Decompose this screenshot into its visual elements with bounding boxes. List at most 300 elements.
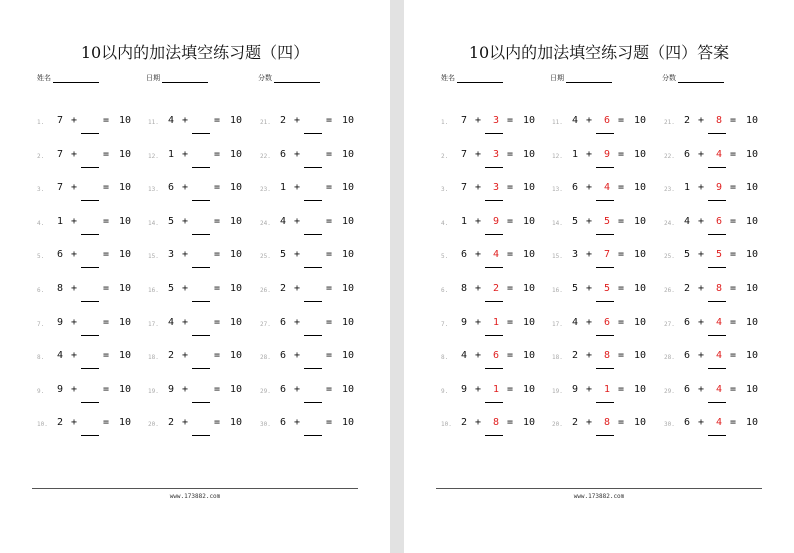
sum-total: 10 [523,182,536,194]
equals-sign: = [214,417,221,429]
equals-sign: = [618,249,625,261]
answer-item [441,216,541,240]
addend: 3 [168,249,175,261]
problem-item [37,317,137,341]
answer-item [664,384,764,408]
plus-sign: + [698,249,705,261]
problem-item [148,182,248,206]
addend: 2 [168,417,175,429]
addend: 7 [57,115,64,126]
addend: 4 [168,115,175,126]
plus-sign: + [182,350,189,362]
plus-sign: + [71,249,78,261]
sum-total: 10 [342,148,355,160]
plus-sign: + [294,383,301,395]
answer-value: 4 [716,148,723,160]
plus-sign: + [71,115,78,126]
sum-total: 10 [342,115,355,126]
answer-blank [596,267,614,268]
answer-blank[interactable] [81,301,99,302]
equals-sign: = [103,148,110,160]
plus-sign: + [698,383,705,395]
plus-sign: + [586,182,593,194]
addend: 6 [684,316,691,328]
answer-blank[interactable] [192,167,210,168]
addend: 4 [572,316,579,328]
sum-total: 10 [746,115,759,126]
answer-blank[interactable] [81,335,99,336]
addend: 2 [572,417,579,429]
answer-blank[interactable] [304,301,322,302]
equals-sign: = [326,249,333,261]
answer-item [552,115,652,139]
answer-blank[interactable] [81,368,99,369]
answer-item [552,350,652,374]
answer-blank[interactable] [304,200,322,201]
answer-item [441,317,541,341]
problem-number: 4. [37,219,45,227]
problem-item [260,249,360,273]
addend: 5 [572,283,579,294]
sum-total: 10 [746,417,759,429]
problem-item [260,384,360,408]
problem-number: 4. [441,219,449,227]
answer-blank[interactable] [81,200,99,201]
answer-item [441,417,541,441]
addend: 2 [280,283,287,294]
problem-number: 29. [664,387,675,395]
sum-total: 10 [342,215,355,227]
problem-item [148,350,248,374]
problem-number: 7. [441,320,449,328]
date-line[interactable] [162,73,208,83]
problem-number: 6. [441,287,449,294]
answer-value: 2 [493,283,500,294]
name-line[interactable] [53,73,99,83]
answer-blank[interactable] [304,435,322,436]
addend: 2 [461,417,468,429]
answer-blank[interactable] [192,301,210,302]
addend: 8 [461,283,468,294]
answer-value: 8 [604,417,611,429]
answer-blank[interactable] [192,267,210,268]
problem-item [148,317,248,341]
answer-blank [485,200,503,201]
answer-blank[interactable] [81,267,99,268]
equals-sign: = [103,316,110,328]
problem-number: 5. [441,253,449,261]
problem-item [37,249,137,273]
plus-sign: + [294,115,301,126]
equals-sign: = [326,350,333,362]
addend: 5 [168,283,175,294]
sum-total: 10 [230,249,243,261]
equals-sign: = [730,383,737,395]
answer-blank [596,200,614,201]
problem-number: 12. [552,152,563,160]
answer-item [664,115,764,139]
sum-total: 10 [230,350,243,362]
equals-sign: = [618,115,625,126]
addend: 4 [168,316,175,328]
equals-sign: = [730,350,737,362]
sum-total: 10 [342,350,355,362]
answer-blank[interactable] [192,200,210,201]
answer-blank[interactable] [304,133,322,134]
sum-total: 10 [523,383,536,395]
problem-item [148,417,248,441]
answer-blank [485,435,503,436]
answer-blank [708,368,726,369]
answer-value: 3 [493,182,500,194]
problem-number: 23. [260,186,271,194]
answer-blank[interactable] [192,368,210,369]
answer-page [404,0,794,553]
plus-sign: + [182,283,189,294]
addend: 7 [461,115,468,126]
plus-sign: + [475,215,482,227]
plus-sign: + [698,417,705,429]
sum-total: 10 [523,249,536,261]
addend: 1 [168,148,175,160]
answer-value: 4 [493,249,500,261]
problem-item [37,182,137,206]
date-field [146,73,208,83]
equals-sign: = [214,215,221,227]
answer-blank [708,402,726,403]
plus-sign: + [586,283,593,294]
addend: 2 [572,350,579,362]
problem-number: 14. [552,219,563,227]
equals-sign: = [730,148,737,160]
sum-total: 10 [230,383,243,395]
sum-total: 10 [746,316,759,328]
equals-sign: = [326,316,333,328]
answer-blank [708,267,726,268]
sum-total: 10 [342,316,355,328]
sum-total: 10 [342,417,355,429]
equals-sign: = [507,316,514,328]
sum-total: 10 [230,148,243,160]
problem-number: 18. [148,354,159,362]
problem-number: 8. [37,354,45,362]
problem-number: 1. [37,119,45,126]
answer-item [664,249,764,273]
answer-item [441,115,541,139]
problem-number: 23. [664,186,675,194]
answer-blank[interactable] [192,133,210,134]
problem-number: 16. [148,287,159,294]
equals-sign: = [730,283,737,294]
answer-item [664,216,764,240]
problem-number: 22. [260,152,271,160]
problem-item [37,350,137,374]
plus-sign: + [586,417,593,429]
equals-sign: = [103,350,110,362]
addend: 1 [280,182,287,194]
sum-total: 10 [634,316,647,328]
equals-sign: = [618,215,625,227]
answer-value: 4 [716,316,723,328]
plus-sign: + [182,148,189,160]
sum-total: 10 [342,283,355,294]
plus-sign: + [475,417,482,429]
answer-value: 4 [716,383,723,395]
addend: 4 [572,115,579,126]
addend: 9 [461,316,468,328]
footer-url: www.173882.com [169,493,221,500]
footer-url: www.173882.com [573,493,625,500]
addend: 2 [57,417,64,429]
problem-number: 28. [664,354,675,362]
answer-item [664,149,764,173]
equals-sign: = [214,249,221,261]
answer-blank[interactable] [304,234,322,235]
answer-blank [485,167,503,168]
sum-total: 10 [523,148,536,160]
answer-item [441,182,541,206]
equals-sign: = [326,115,333,126]
plus-sign: + [294,148,301,160]
answer-blank[interactable] [192,335,210,336]
addend: 4 [684,215,691,227]
answer-item [552,182,652,206]
sum-total: 10 [230,283,243,294]
problem-item [37,384,137,408]
sum-total: 10 [634,417,647,429]
addend: 9 [461,383,468,395]
addend: 1 [57,215,64,227]
answer-value: 3 [493,148,500,160]
addend: 7 [461,182,468,194]
problem-item [148,249,248,273]
plus-sign: + [586,249,593,261]
plus-sign: + [294,283,301,294]
answer-value: 9 [604,148,611,160]
equals-sign: = [730,115,737,126]
problem-item [260,149,360,173]
sum-total: 10 [119,182,132,194]
equals-sign: = [103,249,110,261]
answer-blank [596,167,614,168]
sum-total: 10 [746,283,759,294]
answer-value: 5 [716,249,723,261]
answer-blank[interactable] [81,435,99,436]
plus-sign: + [182,383,189,395]
plus-sign: + [475,350,482,362]
equals-sign: = [730,249,737,261]
problem-number: 18. [552,354,563,362]
problem-number: 10. [441,421,452,429]
plus-sign: + [182,417,189,429]
plus-sign: + [71,417,78,429]
problem-item [260,350,360,374]
problem-number: 20. [552,421,563,429]
equals-sign: = [103,215,110,227]
sum-total: 10 [746,182,759,194]
plus-sign: + [586,215,593,227]
plus-sign: + [475,148,482,160]
answer-blank [708,167,726,168]
answer-item [552,283,652,307]
problem-number: 13. [148,186,159,194]
problem-number: 24. [260,219,271,227]
plus-sign: + [586,350,593,362]
answer-blank [596,133,614,134]
answer-blank[interactable] [304,368,322,369]
answer-blank[interactable] [81,133,99,134]
equals-sign: = [507,383,514,395]
addend: 5 [168,215,175,227]
score-line[interactable] [274,73,320,83]
problem-number: 26. [260,287,271,294]
problem-item [260,283,360,307]
answer-value: 1 [604,383,611,395]
plus-sign: + [71,215,78,227]
answer-blank [596,234,614,235]
sum-total: 10 [634,350,647,362]
equals-sign: = [214,182,221,194]
plus-sign: + [71,383,78,395]
equals-sign: = [507,417,514,429]
sum-total: 10 [634,283,647,294]
equals-sign: = [730,316,737,328]
addend: 3 [572,249,579,261]
answer-blank[interactable] [304,402,322,403]
plus-sign: + [586,148,593,160]
addend: 2 [280,115,287,126]
answer-blank [708,200,726,201]
addend: 5 [280,249,287,261]
addend: 1 [684,182,691,194]
sum-total: 10 [634,182,647,194]
plus-sign: + [182,316,189,328]
addend: 5 [684,249,691,261]
date-field [550,73,612,83]
date-line [566,73,612,83]
addend: 1 [461,215,468,227]
plus-sign: + [294,350,301,362]
answer-blank [708,435,726,436]
plus-sign: + [71,148,78,160]
equals-sign: = [103,417,110,429]
problem-number: 27. [260,320,271,328]
plus-sign: + [698,182,705,194]
problem-number: 2. [37,152,45,160]
name-field [37,73,99,83]
answer-blank[interactable] [192,402,210,403]
plus-sign: + [698,115,705,126]
answer-blank[interactable] [81,234,99,235]
equals-sign: = [618,316,625,328]
name-label: 姓名 [37,74,51,82]
problem-number: 8. [441,354,449,362]
answer-value: 1 [493,316,500,328]
answer-blank[interactable] [192,234,210,235]
sum-total: 10 [523,283,536,294]
answer-blank[interactable] [192,435,210,436]
answer-blank[interactable] [304,335,322,336]
answer-blank [596,335,614,336]
plus-sign: + [698,215,705,227]
problem-number: 12. [148,152,159,160]
sum-total: 10 [119,283,132,294]
date-label: 日期 [146,74,160,82]
answer-blank [596,435,614,436]
answer-blank [485,301,503,302]
score-field [258,73,320,83]
addend: 7 [57,148,64,160]
problem-number: 16. [552,287,563,294]
answer-item [664,350,764,374]
equals-sign: = [618,383,625,395]
sum-total: 10 [523,215,536,227]
answer-value: 6 [604,115,611,126]
problem-item [148,283,248,307]
plus-sign: + [698,283,705,294]
problem-number: 13. [552,186,563,194]
problem-item [148,384,248,408]
addend: 2 [684,115,691,126]
addend: 1 [572,148,579,160]
addend: 9 [168,383,175,395]
sum-total: 10 [119,215,132,227]
equals-sign: = [618,417,625,429]
equals-sign: = [326,383,333,395]
problem-item [37,283,137,307]
plus-sign: + [586,316,593,328]
problem-number: 9. [37,387,45,395]
plus-sign: + [475,115,482,126]
sum-total: 10 [746,215,759,227]
sum-total: 10 [230,182,243,194]
answer-value: 5 [604,283,611,294]
answer-item [552,317,652,341]
addend: 4 [57,350,64,362]
score-line [678,73,724,83]
answer-item [552,149,652,173]
addend: 4 [461,350,468,362]
equals-sign: = [326,283,333,294]
answer-blank [596,301,614,302]
problem-number: 17. [148,320,159,328]
plus-sign: + [475,249,482,261]
answer-blank[interactable] [81,167,99,168]
equals-sign: = [507,215,514,227]
problem-number: 11. [148,119,159,126]
answer-item [441,350,541,374]
answer-blank [708,234,726,235]
answer-blank[interactable] [304,267,322,268]
problem-item [148,115,248,139]
answer-blank[interactable] [81,402,99,403]
answer-blank [708,133,726,134]
problem-number: 3. [37,186,45,194]
answer-blank[interactable] [304,167,322,168]
sum-total: 10 [119,417,132,429]
sum-total: 10 [746,350,759,362]
sum-total: 10 [230,115,243,126]
equals-sign: = [214,115,221,126]
answer-value: 4 [716,350,723,362]
answer-blank [485,267,503,268]
addend: 9 [572,383,579,395]
worksheet-page [0,0,390,553]
problem-item [260,317,360,341]
equals-sign: = [326,215,333,227]
sum-total: 10 [119,249,132,261]
sum-total: 10 [119,316,132,328]
